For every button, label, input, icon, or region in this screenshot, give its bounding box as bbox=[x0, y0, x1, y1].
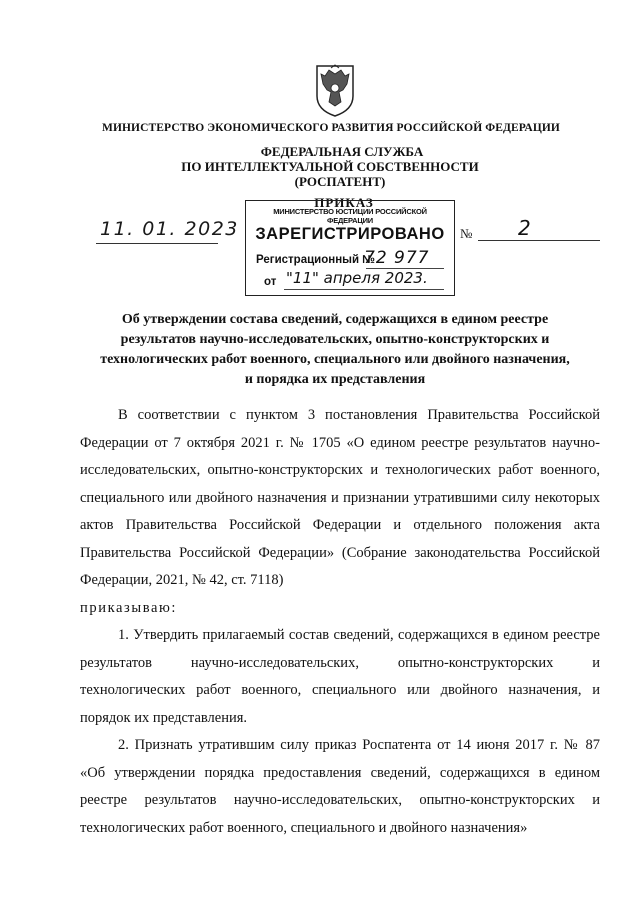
stamp-regnum-label: Регистрационный № bbox=[256, 254, 376, 266]
order-heading: ПРИКАЗ bbox=[314, 195, 374, 210]
ministry-name: МИНИСТЕРСТВО ЭКОНОМИЧЕСКОГО РАЗВИТИЯ РОССИЙСКОЙ ФЕДЕРАЦИИ bbox=[102, 122, 560, 134]
service-name-line3: (РОСПАТЕНТ) bbox=[294, 174, 386, 189]
stamp-date-underline bbox=[284, 289, 444, 290]
service-name-line1: ФЕДЕРАЛЬНАЯ СЛУЖБА bbox=[260, 144, 424, 159]
order-date: 11. 01. 2023 bbox=[100, 218, 239, 240]
coat-of-arms-icon bbox=[313, 62, 357, 118]
paragraph-order-verb: приказываю: bbox=[80, 599, 178, 616]
document-body bbox=[80, 402, 600, 842]
date-underline bbox=[96, 243, 218, 244]
stamp-from-label: от bbox=[264, 276, 277, 288]
number-underline bbox=[478, 240, 600, 241]
order-number-label: № bbox=[460, 226, 473, 241]
stamp-ministry: МИНИСТЕРСТВО ЮСТИЦИИ РОССИЙСКОЙ ФЕДЕРАЦИИ bbox=[273, 207, 427, 225]
order-number: 2 bbox=[518, 216, 531, 240]
stamp-from-date: "11" апреля 2023. bbox=[286, 269, 428, 287]
service-name-line2: ПО ИНТЕЛЛЕКТУАЛЬНОЙ СОБСТВЕННОСТИ bbox=[181, 159, 479, 174]
paragraph-item-2: 2. Признать утратившим силу приказ Роспатента от 14 июня 2017 г. № 87 «Об утверждении порядка предоставления сведений, содержащихся в едином реестре результатов научно-исследовательских, опытно-конструкторских и технологических работ военного, специального и двойного назначения» bbox=[80, 737, 600, 836]
paragraph-preamble: В соответствии с пунктом 3 постановления Правительства Российской Федерации от 7 октября 2021 г. № 1705 «О едином реестре результатов научно-исследовательских, опытно-конструкторских и технологических работ военного, специального или двойного назначения и признании утратившими силу некоторых актов Правительства Российской Федерации и отдельного положения акта Правительства Российской Федерации» (Собрание законодательства Российской Федерации, 2021, № 42, ст. 7118) bbox=[80, 407, 600, 588]
paragraph-item-1: 1. Утвердить прилагаемый состав сведений, содержащихся в едином реестре результатов научно-исследовательских, опытно-конструкторских и технологических работ военного, специального или двойного назначения, и порядок их представления. bbox=[80, 627, 600, 726]
document-title: Об утверждении состава сведений, содержащихся в едином реестре результатов научно-исследовательских, опытно-конструкторских и технологических работ военного, специального или двойного назначения, и порядка их представления bbox=[100, 312, 570, 387]
stamp-regnum: 72 977 bbox=[364, 248, 430, 268]
stamp-registered: ЗАРЕГИСТРИРОВАНО bbox=[255, 225, 445, 243]
